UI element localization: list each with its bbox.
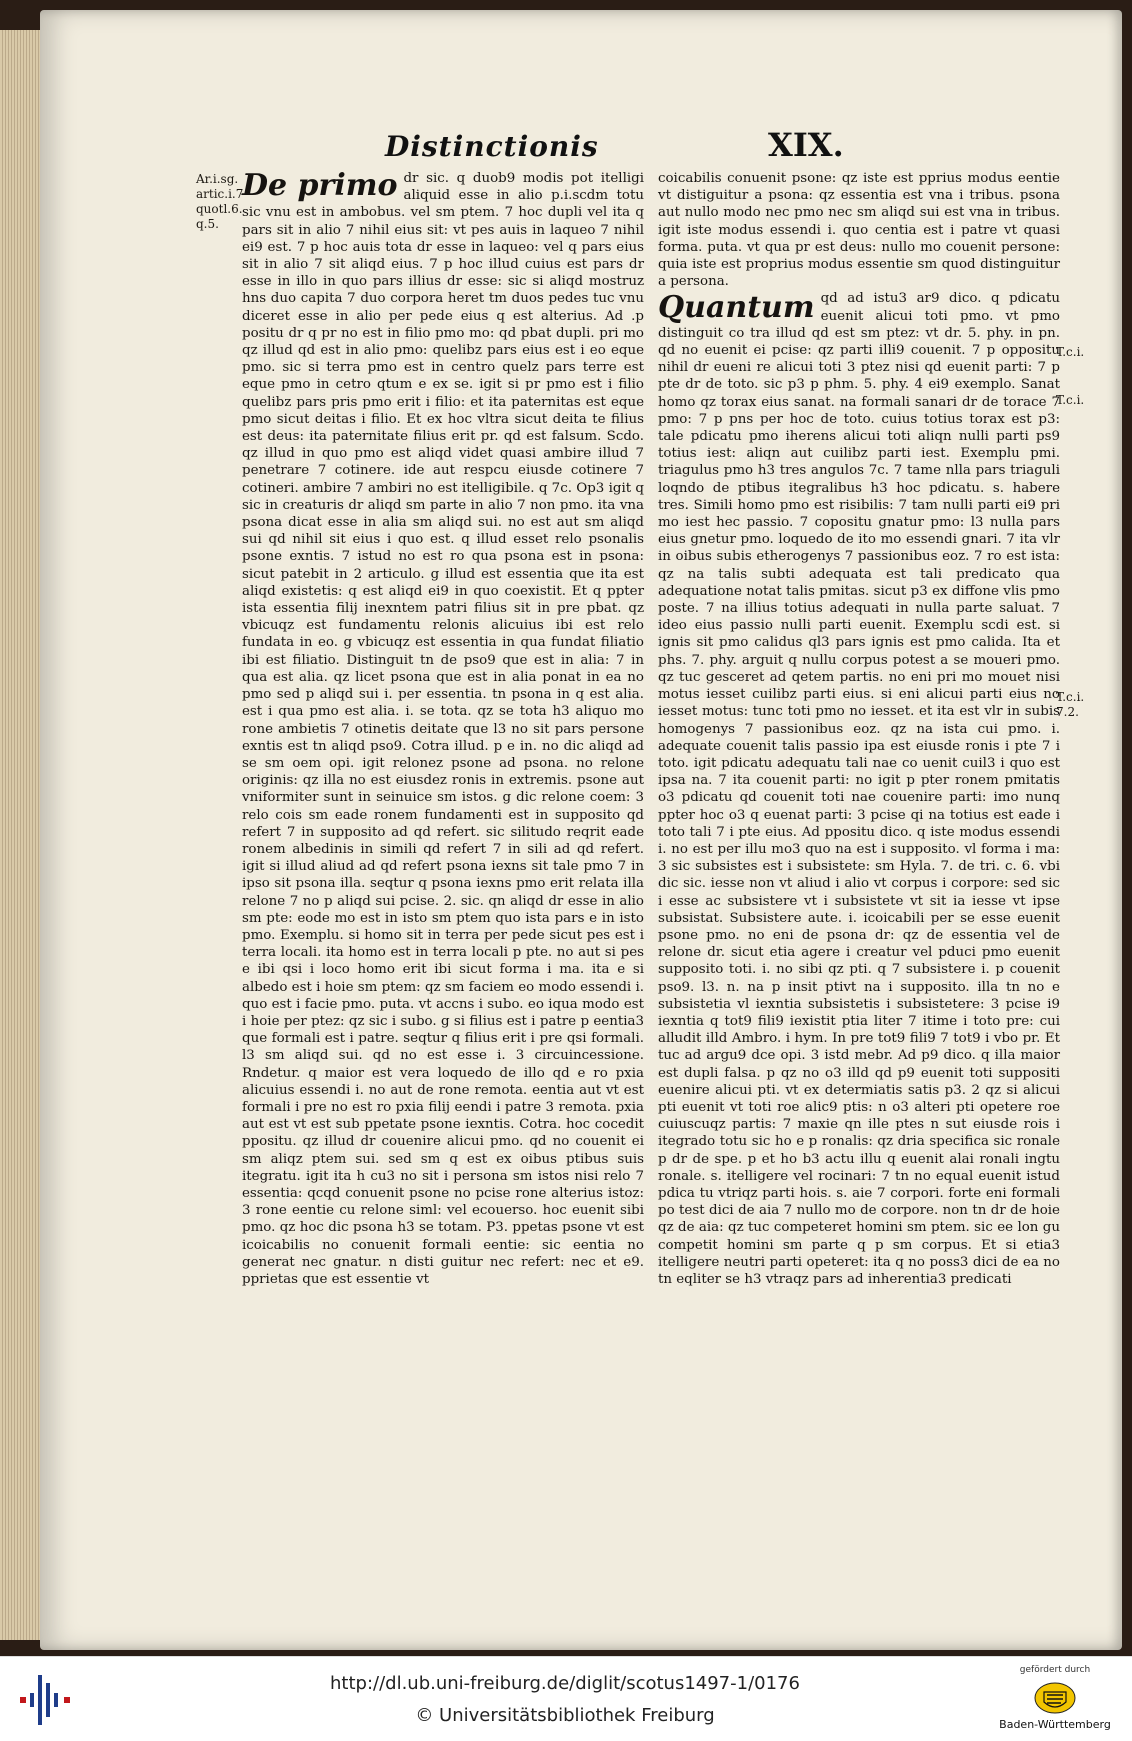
right-column-text: qd ad istu3 ar9 dico. q pdicatu euenit alicui toti pmo. vt pmo distinguit co tra illud qd est sm ptez: vt dr. 5. phy. in pn. qd no euenit ei pcise: qz parti illi9 couenit. 7 p oppositu nihil dr eueni re alicui toti 3 ptez nisi qd euenit parti: 7 p pte dr de toto. sic p3 p phm. 5. phy. 4 ei9 exemplo. Sanat homo qz torax eius sanat. na formali sanari dr de torace 7 pmo: 7 p pns per hoc de toto. cuius totius torax est p3: tale pdicatu pmo iherens alicui toti aliqn nulli parti ps9 totius iest: aliqn aut cuilibz parti iest. Exemplu pmi. triagulus pmo h3 tres angulos 7c. 7 tame nlla pars triaguli loqndo de ptibus itegralibus h3 hoc pdicatu. s. habere tres. Simili homo pmo est risibilis: 7 tam nulli parti ei9 pri mo iest hec passio. 7 copositu gnatur pmo: l3 nulla pars eius gnetur pmo. loquedo de ito mo essendi gnari. 7 ita vlr in oibus subis etherogenys 7 passionibus eoz. 7 ro est ista: qz na talis subti adequata est tali predicato qua adequatione notat talis pmitas. sicut p3 ex diffone vlis pmo poste. 7 na illius totius adequati in nulla parte saluat. 7 ideo eius passio nulli parti euenit. Exemplu scdi est. si ignis sit pmo calidus ql3 pars ignis est pmo calida. Ita et phs. 7. phy. arguit q nullu corpus potest a se moueri pmo. qz tuc gesceret ad qetem partis. no eni pri mo mouet nisi motus iesset cuilibz parti eius. si eni alicui parti eius no iesset motus: tunc toti pmo no iesset. et ita est vlr in subis homogenys 7 passionibus eoz. qz na ista cui pmo. i. adequate couenit talis passio ipa est eiusde ronis i pte 7 i toto. igit pdicatu adequatu tali nae co uenit cuil3 i quo est ipsa na. 7 ita couenit parti: no igit p pter ronem pmitatis o3 pdicatu qd couenit toti nae couenire parti: imo nunq ppter hoc o3 q euenat parti: 3 pcise qi na totius est eade i toto tali 7 i pte eius. Ad ppositu dico. q iste modus essendi i. no est per illu mo3 quo na est i supposito. vl forma i ma: 3 sic subsistes est i subsistete: sm Hyla. 7. de tri. c. 6. vbi dic sic. iesse non vt aliud i alio vt corpus i corpore: sed sic i esse ac subsistere vt i subsistete vt sit ia iesse vt ipse subsistat. Subsistere aute. i. icoicabili per se esse euenit psone pmo. no eni de psona dr: qz de essentia vel de relone dr. sicut etia agere i creatur vel pduci pmo euenit supposito toti. i. no sibi qz pti. q 7 subsistere i. p couenit pso9. l3. n. na p insit ptivt na i supposito. illa tn no e subsistetia vl iexntia subsistetis i subsistetere: 3 pcise i9 iexntia q tot9 fili9 iexistit ptia liter 7 itime i toto pre: cui alludit illd Ambro. i hym. In pre tot9 fili9 7 tot9 i vbo pr. Et tuc ad argu9 dce opi. 3 istd mebr. Ad p9 dico. q illa maior est dupli falsa. p qz no o3 illd qd p9 euenit toti suppositi euenire alicui pti. vt ex determiatis satis p3. 2 qz si alicui pti euenit vt toti roe alic9 ptis: n o3 alteri pti opetere roe cuiuscuqz partis: 7 maxie qn ille ptes n sut eiusde rois i itegrado totu sic ho e p ronalis: qz dria specifica sic ronale p dr de spe. p et ho b3 actu illu q euenit alai ronali ingtu ronale. s. itelligere vel rocinari: 7 tn no equal euenit istud pdica tu vtriqz parti hois. s. aie 7 corpori. forte eni formali po test dici de aia 7 nullo mo de corpore. non tn dr de hoie qz de aia: qz tuc competeret homini sm ptem. sic ee lon gu competit homini sm parte q p sm corpus. Et si etia3 itelligere neutri parti opeteret: ita q no poss3 dici de ea no tn eqliter se h3 vtraqz pars ad inherentia3 predicati [658,291,1060,1287]
paragraph-left [242,170,644,1288]
sponsor-block [990,1665,1120,1735]
paragraph-right-bottom [658,290,1060,1288]
library-logo-icon [18,1673,74,1727]
sponsor-name: Baden-Württemberg [999,1718,1111,1731]
left-column-text: dr sic. q duob9 modis pot itelligi aliquid esse in alio p.i.scdm totu sic vnu est in ambobus. vel sm ptem. 7 hoc dupli vel ita q pars sit in alio 7 nihil eius sit: vt pes auis in laqueo 7 nihil ei9 est. 7 p hoc auis tota dr esse in laqueo: vel q pars eius sit in alio 7 sit aliqd eius. 7 p hoc illud cuius est pars dr esse in illo in quo pars illius dr esse: sic si aliqd mostruz hns duo capita 7 duo corpora heret tm duos pedes tuc vnu diceret esse in alio per pede eius q est alterius. Ad .p positu dr q pr no est in filio pmo mo: qd pbat dupli. pri mo qz illud qd est in alio pmo: quelibz pars eius est i eo eque pmo. sic si terra pmo est in centro quelz pars terre est eque pmo in cetro qtum e ex se. igit si pr pmo est i filio quelibz pars pris pmo erit i filio: et ita paternitas est eque pmo sicut deitas i filio. Et ex hoc vltra sicut deita te filius est deus: ita paternitate filius erit pr. qd est falsum. Scdo. qz illud in quo pmo est aliqd videt quasi ambire illud 7 penetrare 7 cotinere. ide aut respcu eiusde cotinere 7 cotineri. ambire 7 ambiri no est itelligibile. q 7c. Op3 igit q sic in creaturis dr aliqd sm parte in alio 7 non pmo. ita vna psona dicat esse in alia sm aliqd sui. no est aut sm aliqd sui qd nihil sit eius i quo est. q illud esset relo psonalis psone exntis. 7 istud no est ro qua psona est in psona: sicut patebit in 2 articulo. g illud est essentia que ita est aliqd existetis: q est aliqd ei9 in quo coexistit. Et q ppter ista essentia filij inexntem patri filius sit in pre pbat. qz vbicuqz est fundamentu relonis alicuius ibi est relo fundata in eo. g vbicuqz est essentia in qua fundat filiatio ibi est filiatio. Distinguit tn de pso9 que est in alia: 7 in qua est alia. qz licet psona que est in alia ponat in ea no pmo sed p aliqd sui i. per essentia. tn psona in q est alia. est i qua pmo est alia. i. se tota. qz se tota h3 aliquo mo rone ambietis 7 otinetis deitate que l3 no sit pars persone exntis est tn aliqd pso9. Cotra illud. p e in. no dic aliqd ad se sm oem opi. igit relonez psone ad psona. no relone originis: qz illa no est eiusdez ronis in extremis. psone aut vniformiter sunt in seinuice sm istos. g dic relone coem: 3 relo cois sm eade ronem fundamenti est in supposito qd refert 7 in supposito ad qd refert. sic silitudo reqrit eade ronem albedinis in simili qd refert 7 in sili ad qd refert. igit si illud aliud ad qd refert psona iexns sit tale pmo 7 in ipso sit psona illa. seqtur q psona iexns pmo erit relata illa relone 7 no p aliqd sui pcise. 2. sic. qn aliqd dr esse in alio sm pte: eode mo est in isto sm ptem quo ista pars e in isto pmo. Exemplu. si homo sit in terra per pede sicut pes est i terra locali. ita homo est in terra locali p pte. no aut si pes e ibi qsi i loco homo erit ibi sicut forma i ma. ita e si albedo est i hoie sm ptem: qz sm faciem eo modo essendi i. quo est i facie pmo. puta. vt accns i subo. eo iqua modo est i hoie per ptez: qz sic i subo. g si filius est i patre p eentia3 que formali est i patre. seqtur q filius erit i pre qsi formali. l3 sm aliqd sui. qd no est esse i. 3 circuincessione. Rndetur. q maior est vera loquedo de illo qd e ro pxia alicuius essendi i. no aut de rone remota. eentia aut vt est formali i pre no est ro pxia filij eendi i patre 3 remota. pxia aut est vt est sub ppetate psone iexntis. Cotra. hoc cocedit ppositu. qz illud dr couenire alicui pmo. qd no couenit ei sm aliqz ptem sui. sed sm q est ex oibus ptibus suis itegratu. igit ita h cu3 no sit i persona sm istos nisi relo 7 essentia: qcqd conuenit psone no pcise rone alterius istoz: 3 rone eentie cu relone siml: vel ecouerso. hoc euenit sibi pmo. qz hoc dic psona h3 se totam. P3. ppetas psone vt est icoicabilis no conuenit formali eentie: sic eentia no generat nec gnatur. n disti guitur nec refert: nec et e9. pprietas que est essentie vt [242,171,645,1287]
copyright-notice: © Universitätsbibliothek Freiburg [415,1705,715,1726]
text-column-left [242,170,644,1288]
show-through-left [300,132,305,148]
margin-note-right-2: T.c.i. [1056,393,1085,407]
margin-note-right-1: T.c.i. [1056,345,1085,359]
initial-heading-left: De primo [242,168,398,203]
sponsor-label: gefördert durch [1019,1665,1091,1675]
paragraph-right-top: coicabilis conuenit psone: qz iste est pprius modus eentie vt distiguitur a psona: qz essentia est vna i tribus. psona aut nullo modo nec pmo nec sm aliqd sui est vna in tribus. igit iste modus essendi i. quo centia est i patre vt quasi forma. puta. vt qua pr est deus: nullo mo couenit persone: quia iste est proprius modus essentie sm quod distinguitur a persona. [658,171,1060,290]
margin-note-left: Ar.i.sg. artic.i.7 quotl.6. q.5. [196,172,244,231]
margin-note-right-3: T.c.i. 7.2. [1056,690,1085,719]
viewer-footer [0,1656,1132,1741]
text-column-right [658,170,1060,1288]
running-header-right: XIX. [768,126,844,164]
coat-of-arms-icon [1034,1682,1076,1714]
running-header-left: Distinctionis [385,130,599,163]
permalink[interactable]: http://dl.ub.uni-freiburg.de/diglit/scotus1497-1/0176 [330,1673,800,1694]
initial-heading-right: Quantum [658,290,815,326]
